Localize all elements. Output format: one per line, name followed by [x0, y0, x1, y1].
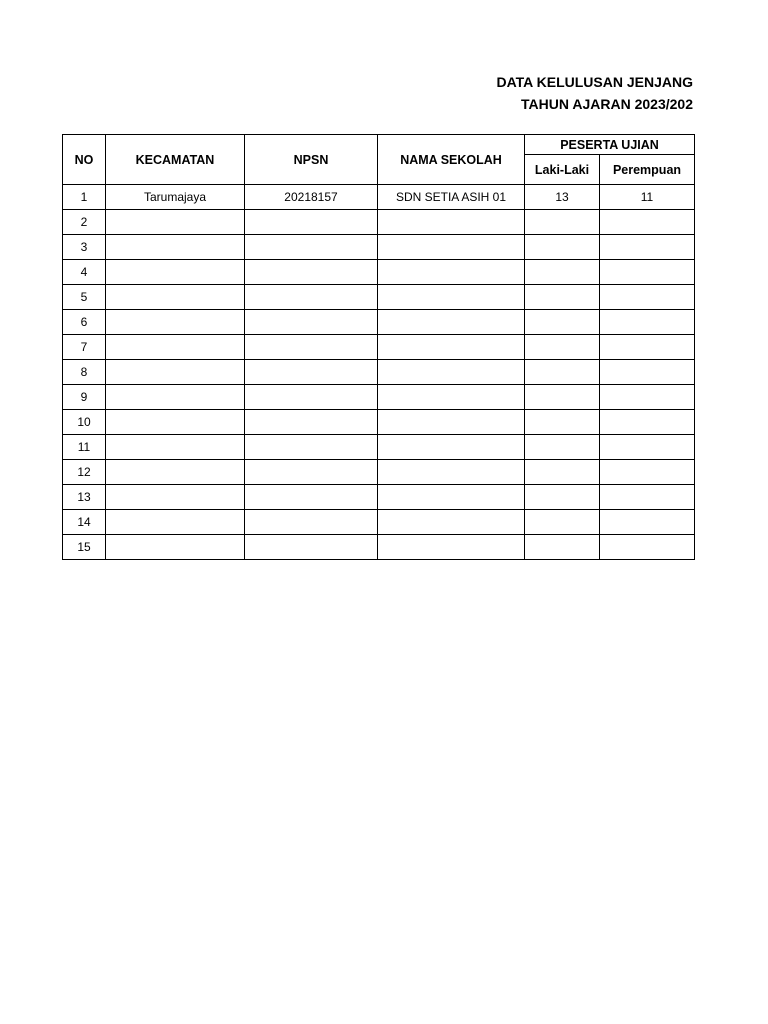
cell-laki-laki	[525, 335, 600, 360]
cell-kecamatan: Tarumajaya	[106, 185, 245, 210]
cell-nama-sekolah	[378, 485, 525, 510]
cell-npsn	[245, 535, 378, 560]
cell-npsn	[245, 435, 378, 460]
table-row	[63, 410, 695, 435]
table-row	[63, 485, 695, 510]
table-body	[63, 185, 695, 560]
cell-perempuan	[600, 485, 695, 510]
cell-no: 13	[63, 485, 106, 510]
cell-kecamatan	[106, 510, 245, 535]
cell-nama-sekolah	[378, 235, 525, 260]
cell-kecamatan	[106, 535, 245, 560]
cell-no: 2	[63, 210, 106, 235]
cell-kecamatan	[106, 460, 245, 485]
table-header-row	[63, 135, 695, 155]
table-row	[63, 210, 695, 235]
cell-no: 10	[63, 410, 106, 435]
table-row	[63, 260, 695, 285]
cell-no: 5	[63, 285, 106, 310]
cell-kecamatan	[106, 260, 245, 285]
cell-nama-sekolah	[378, 510, 525, 535]
cell-no: 14	[63, 510, 106, 535]
cell-perempuan	[600, 460, 695, 485]
cell-laki-laki	[525, 285, 600, 310]
table-row	[63, 285, 695, 310]
cell-kecamatan	[106, 385, 245, 410]
cell-kecamatan	[106, 485, 245, 510]
header-perempuan: Perempuan	[600, 155, 695, 185]
cell-npsn	[245, 410, 378, 435]
table-row	[63, 335, 695, 360]
cell-no: 3	[63, 235, 106, 260]
cell-perempuan	[600, 335, 695, 360]
cell-perempuan	[600, 360, 695, 385]
cell-laki-laki	[525, 260, 600, 285]
cell-nama-sekolah	[378, 360, 525, 385]
cell-laki-laki	[525, 535, 600, 560]
cell-laki-laki	[525, 210, 600, 235]
table-row	[63, 235, 695, 260]
table-row	[63, 360, 695, 385]
cell-perempuan	[600, 510, 695, 535]
cell-npsn	[245, 460, 378, 485]
cell-npsn	[245, 385, 378, 410]
cell-nama-sekolah	[378, 460, 525, 485]
cell-nama-sekolah	[378, 535, 525, 560]
cell-kecamatan	[106, 285, 245, 310]
cell-nama-sekolah	[378, 435, 525, 460]
cell-laki-laki	[525, 460, 600, 485]
header-kecamatan: KECAMATAN	[106, 135, 245, 185]
cell-kecamatan	[106, 210, 245, 235]
cell-laki-laki	[525, 235, 600, 260]
cell-no: 1	[63, 185, 106, 210]
cell-laki-laki	[525, 435, 600, 460]
cell-perempuan	[600, 285, 695, 310]
document-title	[360, 71, 693, 115]
cell-perempuan	[600, 410, 695, 435]
cell-perempuan	[600, 535, 695, 560]
header-npsn: NPSN	[245, 135, 378, 185]
table-row	[63, 510, 695, 535]
cell-no: 4	[63, 260, 106, 285]
cell-nama-sekolah	[378, 260, 525, 285]
cell-laki-laki	[525, 410, 600, 435]
cell-nama-sekolah	[378, 385, 525, 410]
cell-nama-sekolah	[378, 335, 525, 360]
cell-laki-laki	[525, 485, 600, 510]
cell-kecamatan	[106, 310, 245, 335]
cell-npsn	[245, 485, 378, 510]
cell-npsn	[245, 310, 378, 335]
cell-nama-sekolah: SDN SETIA ASIH 01	[378, 185, 525, 210]
cell-npsn	[245, 260, 378, 285]
cell-kecamatan	[106, 360, 245, 385]
cell-kecamatan	[106, 410, 245, 435]
table-row	[63, 435, 695, 460]
header-laki-laki: Laki-Laki	[525, 155, 600, 185]
cell-perempuan	[600, 435, 695, 460]
header-peserta-ujian: PESERTA UJIAN	[525, 135, 695, 155]
cell-no: 12	[63, 460, 106, 485]
cell-npsn	[245, 510, 378, 535]
cell-no: 6	[63, 310, 106, 335]
cell-npsn	[245, 285, 378, 310]
cell-perempuan	[600, 235, 695, 260]
header-nama-sekolah: NAMA SEKOLAH	[378, 135, 525, 185]
cell-laki-laki	[525, 360, 600, 385]
header-no: NO	[63, 135, 106, 185]
cell-kecamatan	[106, 235, 245, 260]
cell-npsn: 20218157	[245, 185, 378, 210]
cell-npsn	[245, 360, 378, 385]
cell-nama-sekolah	[378, 410, 525, 435]
table-row	[63, 460, 695, 485]
cell-perempuan: 11	[600, 185, 695, 210]
cell-perempuan	[600, 210, 695, 235]
cell-nama-sekolah	[378, 210, 525, 235]
table-row	[63, 385, 695, 410]
cell-no: 7	[63, 335, 106, 360]
cell-no: 8	[63, 360, 106, 385]
cell-no: 9	[63, 385, 106, 410]
cell-kecamatan	[106, 435, 245, 460]
title-line-1: DATA KELULUSAN JENJANG	[496, 74, 693, 90]
cell-perempuan	[600, 260, 695, 285]
cell-npsn	[245, 335, 378, 360]
cell-kecamatan	[106, 335, 245, 360]
cell-perempuan	[600, 385, 695, 410]
graduation-data-table	[62, 134, 695, 560]
cell-nama-sekolah	[378, 310, 525, 335]
cell-npsn	[245, 235, 378, 260]
cell-npsn	[245, 210, 378, 235]
cell-no: 15	[63, 535, 106, 560]
cell-no: 11	[63, 435, 106, 460]
cell-laki-laki	[525, 310, 600, 335]
table-row	[63, 310, 695, 335]
title-line-2: TAHUN AJARAN 2023/202	[521, 96, 693, 112]
cell-laki-laki	[525, 510, 600, 535]
table-row	[63, 535, 695, 560]
cell-nama-sekolah	[378, 285, 525, 310]
table-row	[63, 185, 695, 210]
cell-laki-laki: 13	[525, 185, 600, 210]
cell-perempuan	[600, 310, 695, 335]
cell-laki-laki	[525, 385, 600, 410]
